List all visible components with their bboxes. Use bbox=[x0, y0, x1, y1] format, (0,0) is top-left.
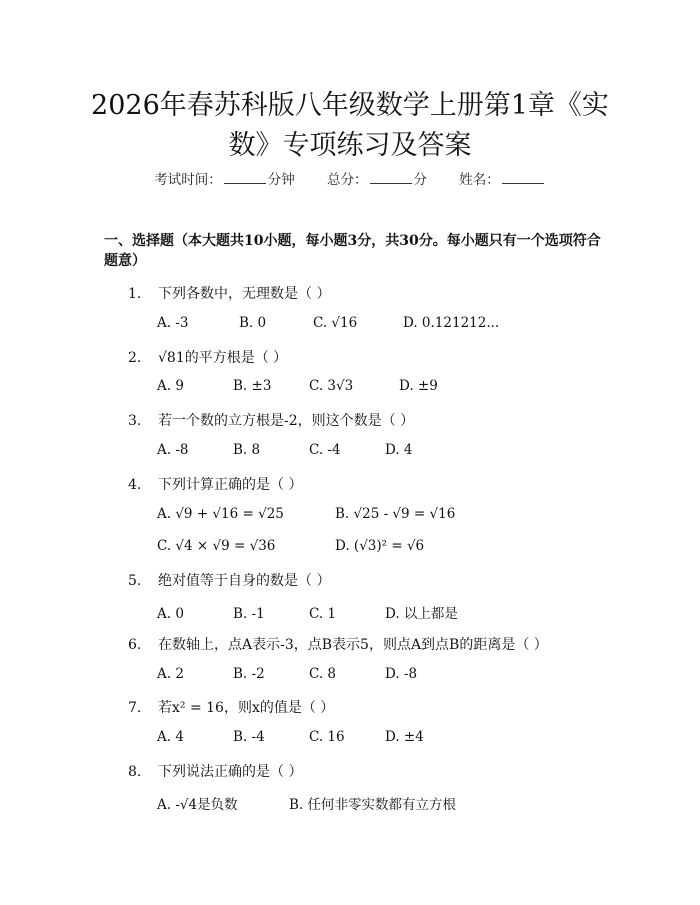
option-a: A. -3 bbox=[157, 315, 189, 331]
option-b: B. -4 bbox=[233, 729, 265, 745]
option-b: B. √25 - √9 = √16 bbox=[335, 506, 456, 522]
option-a: A. -8 bbox=[157, 442, 189, 458]
question-text: 若一个数的立方根是-2，则这个数是（ ） bbox=[158, 413, 415, 429]
option-b: B. -1 bbox=[233, 606, 265, 622]
question-number: 5. bbox=[128, 573, 142, 589]
question-2 bbox=[128, 347, 287, 367]
document-title bbox=[90, 86, 610, 166]
name-label: 姓名： bbox=[459, 172, 500, 188]
question-3-options bbox=[157, 442, 413, 458]
option-a: A. 2 bbox=[157, 666, 184, 682]
title-line-2: 数》专项练习及答案 bbox=[228, 130, 472, 161]
option-d: D. 0.121212... bbox=[403, 315, 500, 331]
question-7 bbox=[128, 697, 334, 717]
option-a: A. 4 bbox=[157, 729, 184, 745]
question-7-options bbox=[157, 729, 424, 745]
option-b: B. 任何非零实数都有立方根 bbox=[289, 797, 457, 813]
question-number: 8. bbox=[128, 764, 142, 780]
question-1 bbox=[128, 283, 330, 303]
option-c: C. 3√3 bbox=[309, 378, 354, 394]
question-4-options-row-1 bbox=[157, 506, 455, 522]
question-text: 若x² = 16，则x的值是（ ） bbox=[158, 700, 335, 716]
option-d: D. (√3)² = √6 bbox=[335, 538, 425, 554]
question-number: 2. bbox=[128, 350, 142, 366]
exam-time-blank bbox=[224, 171, 266, 184]
option-c: C. 16 bbox=[309, 729, 345, 745]
name-blank bbox=[502, 171, 544, 184]
question-text: 下列计算正确的是（ ） bbox=[158, 477, 303, 493]
question-text: 在数轴上，点A表示-3，点B表示5，则点A到点B的距离是（ ） bbox=[158, 637, 548, 653]
question-4 bbox=[128, 474, 302, 494]
exam-info-row bbox=[0, 168, 700, 188]
exam-time-label: 考试时间： bbox=[154, 172, 222, 188]
question-number: 3. bbox=[128, 413, 142, 429]
option-c: C. √16 bbox=[313, 315, 358, 331]
option-b: B. 0 bbox=[239, 315, 267, 331]
option-b: B. ±3 bbox=[233, 378, 272, 394]
question-2-options bbox=[157, 378, 438, 394]
question-number: 4. bbox=[128, 477, 142, 493]
question-4-options-row-2 bbox=[157, 538, 424, 554]
question-6-options bbox=[157, 666, 417, 682]
question-3 bbox=[128, 410, 414, 430]
option-d: D. ±9 bbox=[399, 378, 438, 394]
option-c: C. 8 bbox=[309, 666, 337, 682]
section-header: 一、选择题（本大题共10小题，每小题3分，共30分。每小题只有一个选项符合题意） bbox=[104, 233, 601, 269]
title-line-1: 2026年春苏科版八年级数学上册第1章《实 bbox=[91, 90, 609, 121]
total-score-blank bbox=[370, 171, 412, 184]
question-text: 下列各数中，无理数是（ ） bbox=[158, 286, 331, 302]
question-number: 7. bbox=[128, 700, 142, 716]
total-score-label: 总分： bbox=[327, 172, 368, 188]
question-text: 下列说法正确的是（ ） bbox=[158, 764, 303, 780]
question-1-options bbox=[157, 315, 499, 331]
total-score-unit: 分 bbox=[413, 172, 427, 188]
exam-time-field bbox=[154, 172, 299, 188]
option-d: D. 4 bbox=[385, 442, 413, 458]
option-a: A. √9 + √16 = √25 bbox=[157, 506, 284, 522]
question-number: 1. bbox=[128, 286, 142, 302]
question-number: 6. bbox=[128, 637, 142, 653]
option-d: D. ±4 bbox=[385, 729, 424, 745]
option-d: D. 以上都是 bbox=[385, 606, 458, 622]
question-text: √81的平方根是（ ） bbox=[158, 350, 288, 366]
question-8-options bbox=[157, 793, 456, 813]
option-b: B. -2 bbox=[233, 666, 265, 682]
option-b: B. 8 bbox=[233, 442, 261, 458]
question-5-options bbox=[157, 602, 458, 622]
total-score-field bbox=[327, 172, 431, 188]
question-8 bbox=[128, 761, 302, 781]
option-a: A. -√4是负数 bbox=[157, 797, 238, 813]
option-c: C. √4 × √9 = √36 bbox=[157, 538, 276, 554]
option-d: D. -8 bbox=[385, 666, 418, 682]
option-a: A. 0 bbox=[157, 606, 184, 622]
option-c: C. 1 bbox=[309, 606, 337, 622]
question-text: 绝对值等于自身的数是（ ） bbox=[158, 573, 331, 589]
option-a: A. 9 bbox=[157, 378, 184, 394]
option-c: C. -4 bbox=[309, 442, 341, 458]
exam-time-unit: 分钟 bbox=[267, 172, 295, 188]
question-5 bbox=[128, 570, 330, 590]
question-6 bbox=[128, 634, 548, 654]
name-field bbox=[459, 172, 546, 188]
